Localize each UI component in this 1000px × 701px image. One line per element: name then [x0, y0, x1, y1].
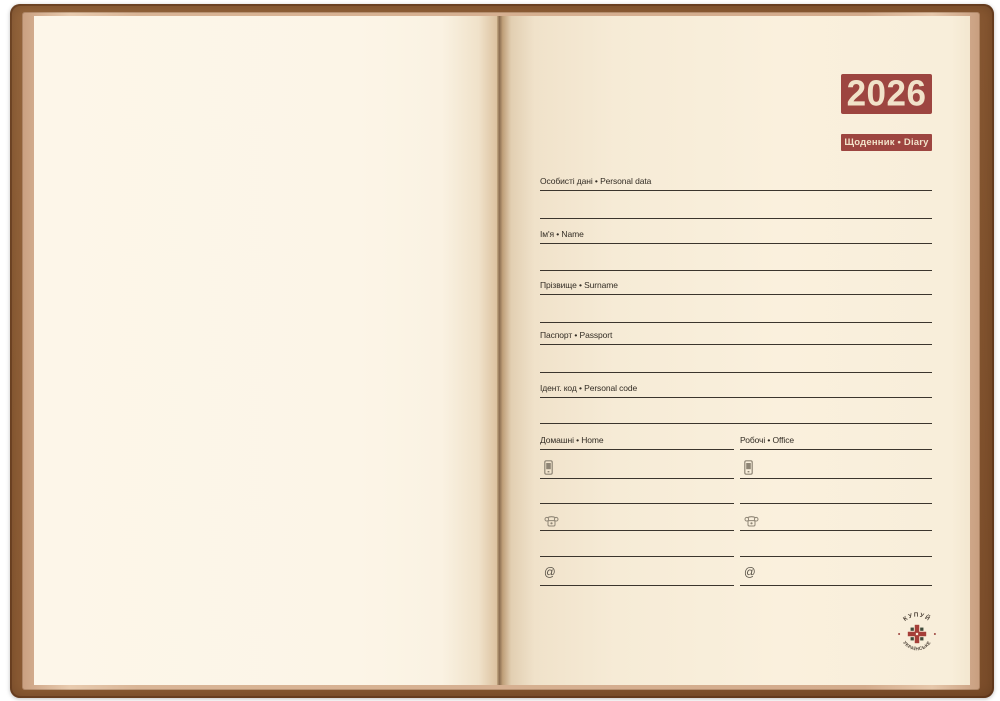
buy-ukrainian-stamp — [894, 611, 940, 657]
writing-line — [540, 372, 932, 373]
writing-line — [540, 503, 734, 504]
office-mobile-row — [740, 456, 932, 479]
stamp-folk-cross-emblem — [908, 625, 926, 643]
year-label: 2026 — [846, 73, 927, 114]
at-sign: @ — [544, 567, 556, 579]
stamp-dot-left — [898, 633, 900, 635]
landline-phone-icon — [744, 516, 759, 527]
writing-line — [540, 270, 932, 271]
writing-line — [540, 423, 932, 424]
at-sign: @ — [744, 567, 756, 579]
writing-line — [540, 585, 734, 586]
diary-badge: Щоденник • Diary — [841, 134, 932, 151]
stamp-bottom-text: УКРАЇНСЬКЕ — [902, 640, 932, 652]
stamp-dot-right — [934, 633, 936, 635]
mobile-phone-icon — [744, 460, 753, 475]
writing-line — [740, 585, 932, 586]
landline-phone-icon — [544, 516, 559, 527]
field-name: Ім'я • Name — [540, 229, 932, 244]
writing-line — [740, 556, 932, 557]
field-personal-code: Ідент. код • Personal code — [540, 383, 932, 398]
column-header-home: Домашні • Home — [540, 435, 734, 450]
writing-line — [540, 218, 932, 219]
writing-line — [540, 322, 932, 323]
year-box — [841, 74, 932, 114]
writing-line — [540, 556, 734, 557]
home-landline-row — [540, 509, 734, 531]
stamp-top-text: КУПУЙ — [901, 611, 932, 623]
column-header-office: Робочі • Office — [740, 435, 932, 450]
writing-line — [740, 503, 932, 504]
field-passport: Паспорт • Passport — [540, 330, 932, 345]
svg-text:КУПУЙ — [902, 612, 933, 623]
field-surname: Прізвище • Surname — [540, 280, 932, 295]
mobile-phone-icon — [544, 460, 553, 475]
field-personal-data: Особисті дані • Personal data — [540, 176, 932, 191]
home-mobile-row — [540, 456, 734, 479]
office-landline-row — [740, 509, 932, 531]
